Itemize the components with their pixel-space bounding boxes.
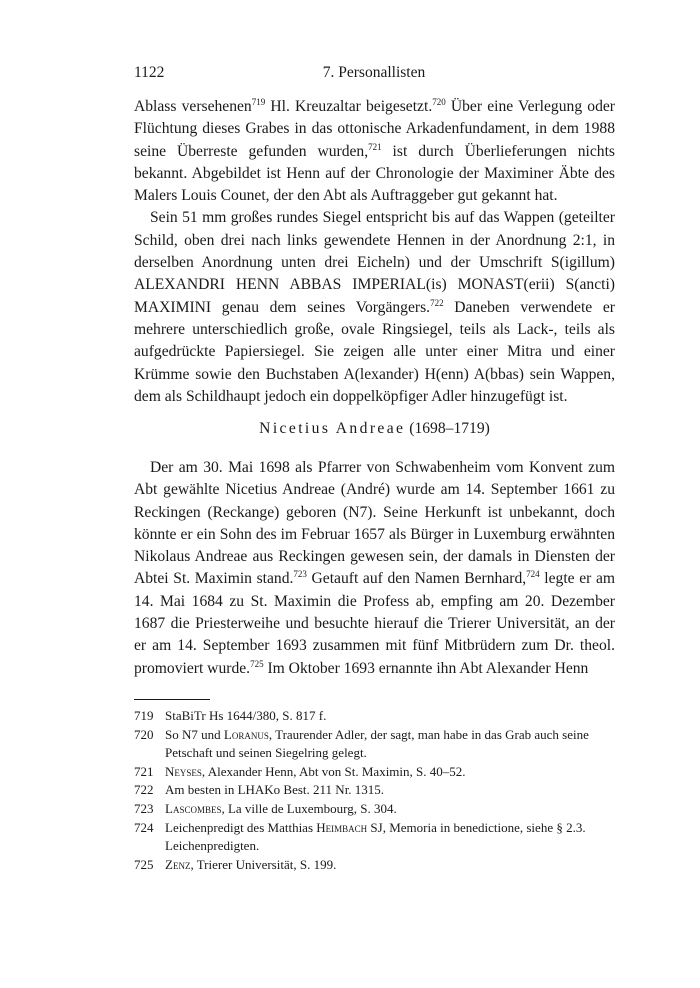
footnotes [134,707,615,874]
text-run: Daneben verwendete er mehrere unterschiedlich große, ovale Ringsiegel, teils als Lack-, teils als aufgedrückte Papiersiegel. Sie zeigen alle unter einer Mitra und einer Krümme sowie den Buchstaben A(lexander) H(enn) A(bbas) sein Wappen, dem als Schildhaupt jedoch ein doppelköpfiger Adler hinzugefügt ist. [134,298,615,405]
footnote-text: StaBiTr Hs 1644/380, S. 817 f. [165,708,327,723]
author-name: Lascombes [165,800,222,816]
footnote [134,726,615,763]
text-run: Im Oktober 1693 ernannte ihn Abt Alexander Henn [263,659,589,677]
author-name: Loranus [223,726,269,742]
paragraph [134,457,615,680]
footnote-number: 723 [134,800,154,816]
author-name: Neyses [165,763,202,779]
footnote-text: , Traurender Adler, der sagt, man habe in das Grab auch seine Petschaft und seinen Siegelring gelegt. [165,726,589,761]
text-run: legte er am 14. Mai 1684 zu St. Maximin die Profess ab, empfing am 20. Dezember 1687 die Priesterweihe und besuchte hierauf die Trierer Universität, an der er am 14. September 1693 zusammen mit fünf Mitbrüdern zum Dr. theol. promoviert wurde. [134,570,615,677]
footnote-ref[interactable]: 724 [526,569,540,580]
footnote [134,800,615,819]
footnote-number: 722 [134,782,154,798]
text-run: ist durch Überlieferungen nichts bekannt. Abgebildet ist Henn auf der Chronologie der Maximiner Äbte des Malers Louis Counet, der den Abt als Auftraggeber gut gekannt hat. [134,142,615,205]
body-text-top [134,96,615,408]
footnote-text: So N7 und [165,726,224,742]
footnote-number: 721 [134,763,154,779]
footnote-ref[interactable]: 723 [293,569,307,580]
text-run: Ablass versehenen [134,98,252,115]
abbot-dates: (1698–1719) [405,420,490,437]
text-run: Getauft auf den Namen Bernhard, [306,570,527,588]
footnote [134,856,615,875]
footnote-text: SJ, Memoria in benedictione, siehe § 2.3. Leichenpredigten. [165,819,586,854]
footnote [134,781,615,800]
page-number: 1122 [134,64,165,81]
section-heading [134,418,615,440]
footnote-text: , La ville de Luxembourg, S. 304. [221,800,397,816]
footnote-number: 719 [134,708,154,723]
footnote-ref[interactable]: 721 [368,141,382,152]
text-run: Über eine Verlegung oder Flüchtung dieses Grabes in das ottonische Arkadenfundament, in dem 1988 seine Überreste gefunden wurden, [134,98,615,160]
footnote-text: Am besten in LHAKo Best. 211 Nr. 1315. [165,782,385,798]
body-text-bottom [134,457,615,680]
footnote-text: , Trierer Universität, S. 199. [190,856,337,872]
footnote-ref[interactable]: 720 [432,97,446,107]
footnote-text: , Alexander Henn, Abt von St. Maximin, S. 40–52. [201,763,466,779]
paragraph [134,207,615,408]
text-run: Sein 51 mm großes rundes Siegel entspricht bis auf das Wappen (geteilter Schild, oben drei nach links gewendete Hennen in der Anordnung 2:1, in derselben Anordnung unten drei Eicheln) und der Umschrift S(igillum) ALEXANDRI HENN ABBAS IMPERIAL(is) MONAST(erii) S(ancti) MAXIMINI genau dem seines Vorgängers. [134,209,615,316]
text-run: Der am 30. Mai 1698 als Pfarrer von Schwabenheim vom Konvent zum Abt gewählte Nicetius Andreae (André) wurde am 14. September 1661 zu Reckingen (Reckange) geboren (N7). Seine Herkunft ist unbekannt, doch könnte er ein Sohn des im Februar 1657 als Bürger in Luxemburg erwähnten Nikolaus Andreae aus Reckingen gewesen sein, der damals in Diensten der Abtei St. Maximin stand. [134,459,615,588]
text-run: Hl. Kreuzaltar beigesetzt. [265,98,433,115]
footnote [134,707,615,726]
footnote-ref[interactable]: 722 [430,297,444,308]
footnote-ref[interactable]: 725 [250,658,264,669]
abbot-name: Nicetius Andreae [259,420,406,437]
footnote [134,819,615,856]
footnote-number: 724 [134,819,154,835]
author-name: Heimbach [316,819,368,835]
page-header [134,64,614,84]
footnote-ref[interactable]: 719 [251,97,266,107]
running-head: 7. Personallisten [322,64,426,81]
footnote-divider [134,699,210,700]
footnote-text: Leichenpredigt des Matthias [165,819,317,835]
author-name: Zenz [165,856,191,872]
footnote [134,763,615,782]
footnote-number: 720 [134,726,154,742]
paragraph [134,96,615,207]
footnote-number: 725 [134,856,154,872]
